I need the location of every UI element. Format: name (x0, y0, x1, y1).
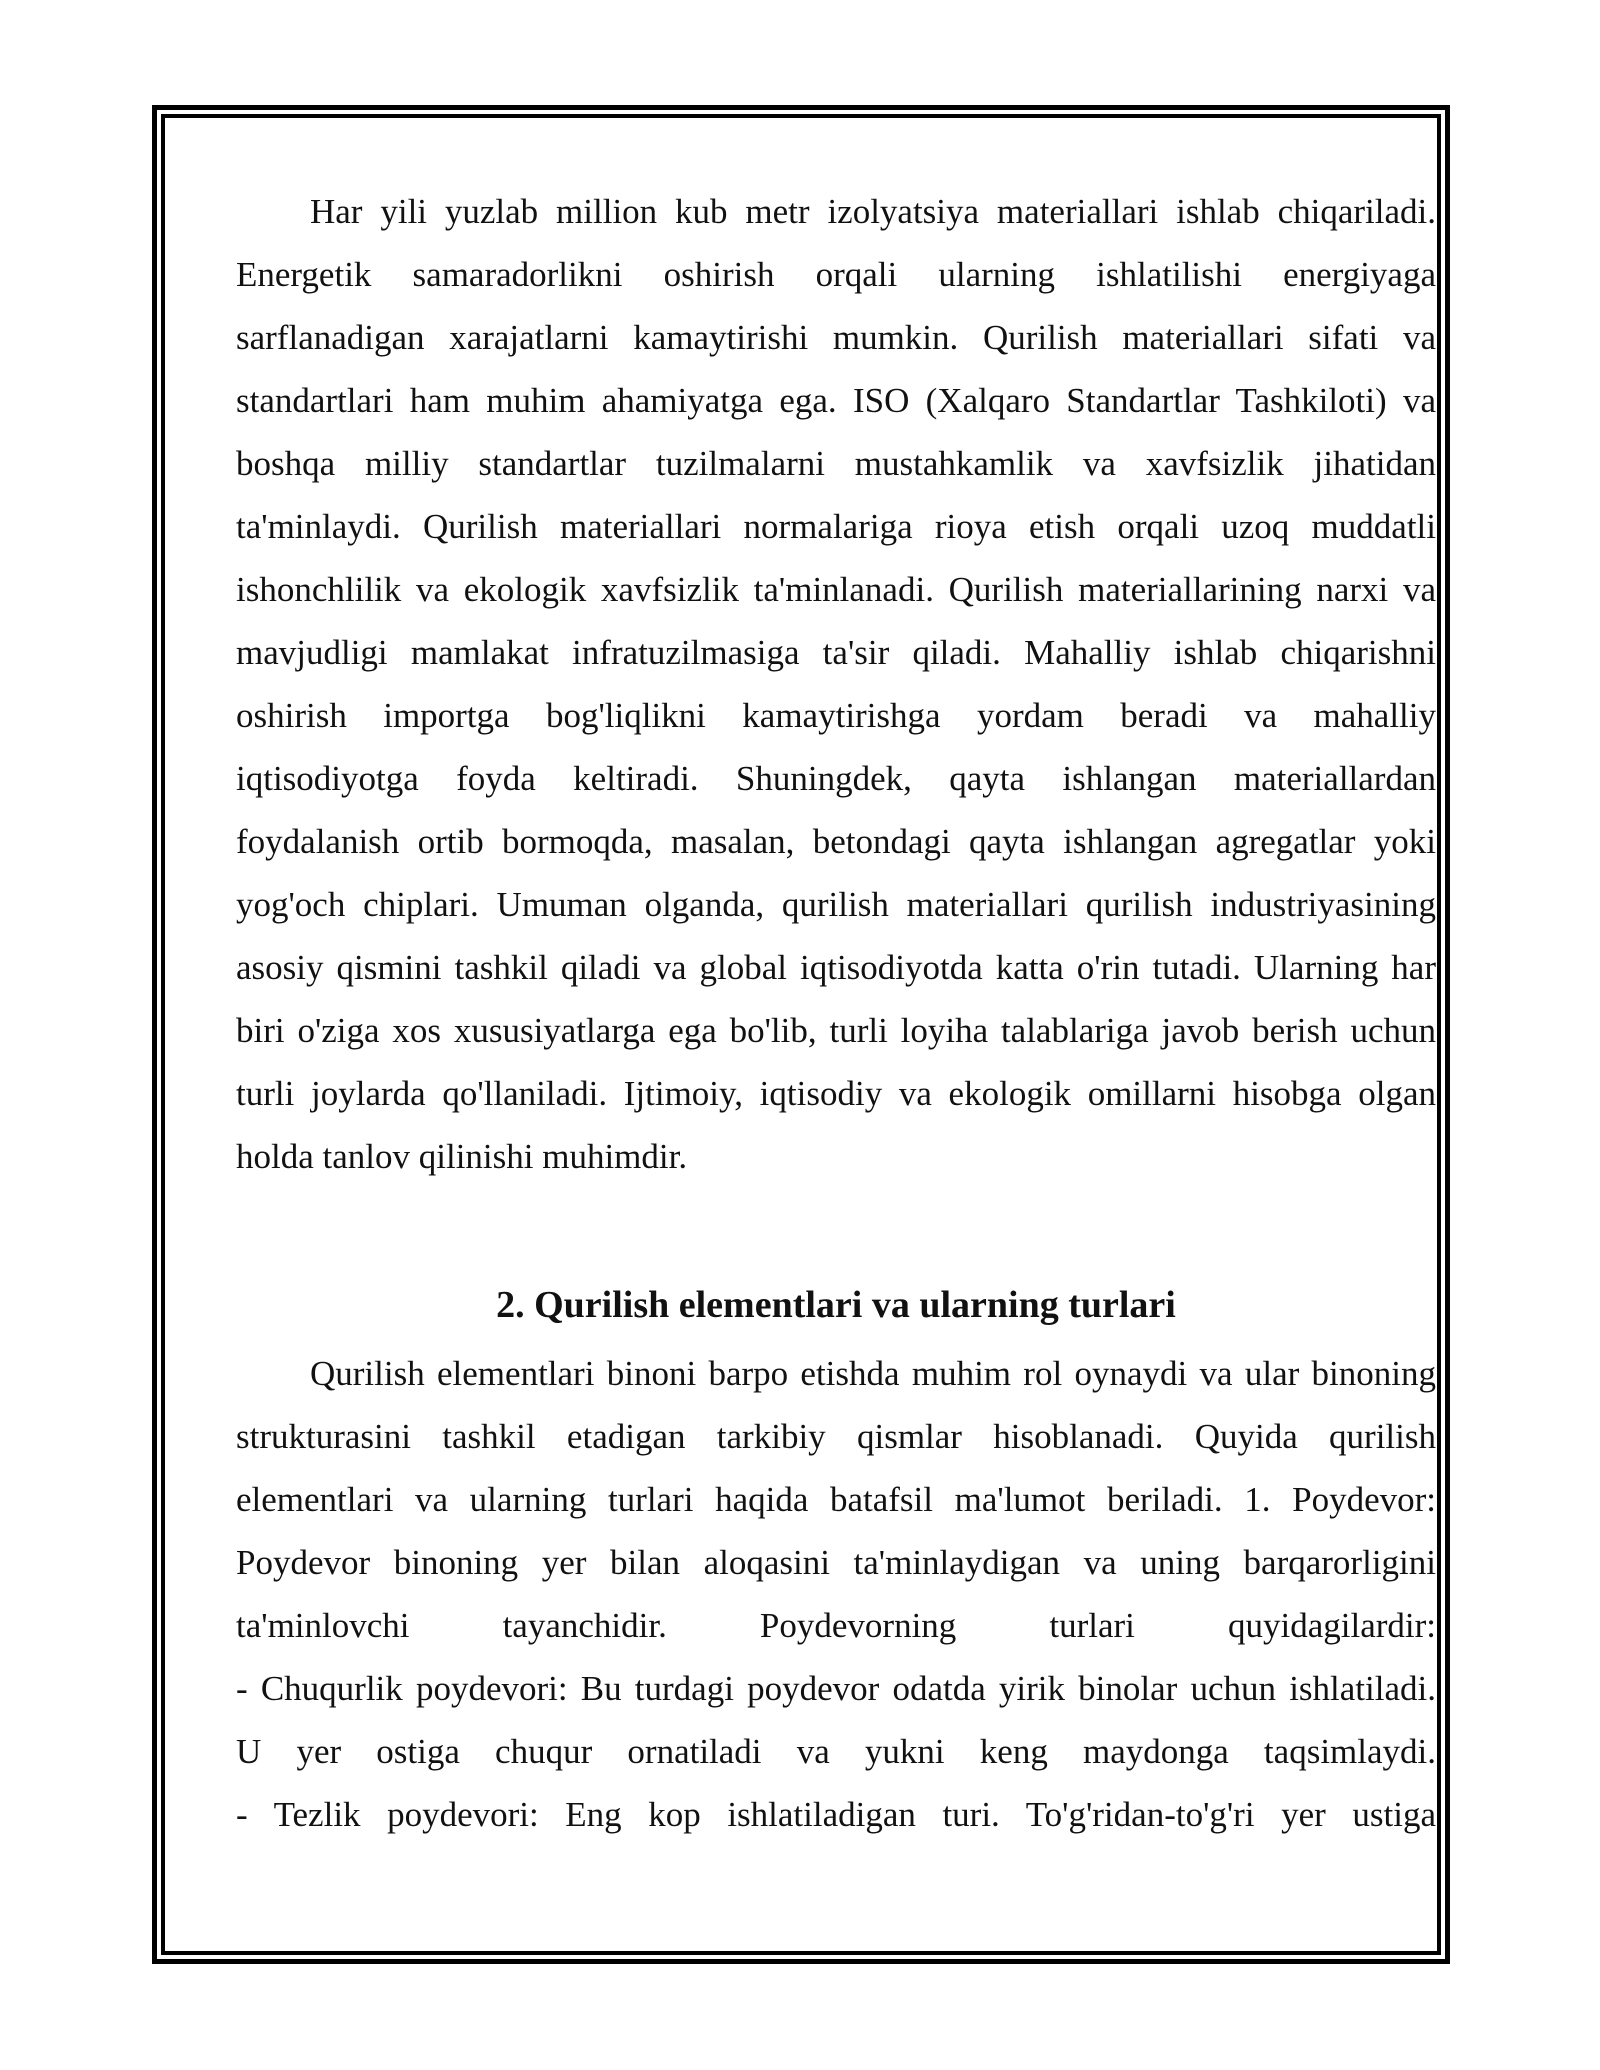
paragraph-elements (236, 1342, 1436, 1846)
text-line: foydalanish ortib bormoqda, masalan, betondagi qayta ishlangan agregatlar yoki (236, 822, 1436, 861)
text-line: elementlari va ularning turlari haqida batafsil ma'lumot beriladi. 1. Poydevor: (236, 1480, 1436, 1519)
text-line: U yer ostiga chuqur ornatiladi va yukni keng maydonga taqsimlaydi. (236, 1732, 1436, 1771)
text-line: yog'och chiplari. Umuman olganda, qurilish materiallari qurilish industriyasining (236, 885, 1436, 924)
document-body (236, 180, 1436, 1846)
text-line: mavjudligi mamlakat infratuzilmasiga ta'sir qiladi. Mahalliy ishlab chiqarishni (236, 633, 1436, 672)
text-line: standartlari ham muhim ahamiyatga ega. ISO (Xalqaro Standartlar Tashkiloti) va (236, 381, 1436, 420)
text-line: ta'minlaydi. Qurilish materiallari normalariga rioya etish orqali uzoq muddatli (236, 507, 1436, 546)
text-line: ishonchlilik va ekologik xavfsizlik ta'minlanadi. Qurilish materiallarining narxi va (236, 570, 1436, 609)
text-line: ta'minlovchi tayanchidir. Poydevorning turlari quyidagilardir: (236, 1606, 1436, 1645)
text-line: iqtisodiyotga foyda keltiradi. Shuningdek, qayta ishlangan materiallardan (236, 759, 1436, 798)
text-line: - Tezlik poydevori: Eng kop ishlatiladigan turi. To'g'ridan-to'g'ri yer ustiga (236, 1795, 1436, 1834)
text-line: oshirish importga bog'liqlikni kamaytirishga yordam beradi va mahalliy (236, 696, 1436, 735)
text-line: boshqa milliy standartlar tuzilmalarni mustahkamlik va xavfsizlik jihatidan (236, 444, 1436, 483)
text-line: asosiy qismini tashkil qiladi va global iqtisodiyotda katta o'rin tutadi. Ularning har (236, 948, 1436, 987)
text-line: Qurilish elementlari binoni barpo etishda muhim rol oynaydi va ular binoning (310, 1354, 1436, 1393)
text-line: biri o'ziga xos xususiyatlarga ega bo'lib, turli loyiha talablariga javob berish uchun (236, 1011, 1436, 1050)
text-line: strukturasini tashkil etadigan tarkibiy qismlar hisoblanadi. Quyida qurilish (236, 1417, 1436, 1456)
text-line: Har yili yuzlab million kub metr izolyatsiya materiallari ishlab chiqariladi. (310, 192, 1436, 231)
section-heading: 2. Qurilish elementlari va ularning turlari (496, 1284, 1176, 1326)
text-line: Energetik samaradorlikni oshirish orqali ularning ishlatilishi energiyaga (236, 255, 1436, 294)
text-line: holda tanlov qilinishi muhimdir. (236, 1137, 688, 1176)
paragraph-materials (236, 180, 1436, 1188)
section-spacer (236, 1188, 1436, 1272)
text-line: turli joylarda qo'llaniladi. Ijtimoiy, iqtisodiy va ekologik omillarni hisobga olgan (236, 1074, 1436, 1113)
text-line: sarflanadigan xarajatlarni kamaytirishi mumkin. Qurilish materiallari sifati va (236, 318, 1436, 357)
text-line: - Chuqurlik poydevori: Bu turdagi poydevor odatda yirik binolar uchun ishlatiladi. (236, 1669, 1436, 1708)
text-line: Poydevor binoning yer bilan aloqasini ta'minlaydigan va uning barqarorligini (236, 1543, 1436, 1582)
